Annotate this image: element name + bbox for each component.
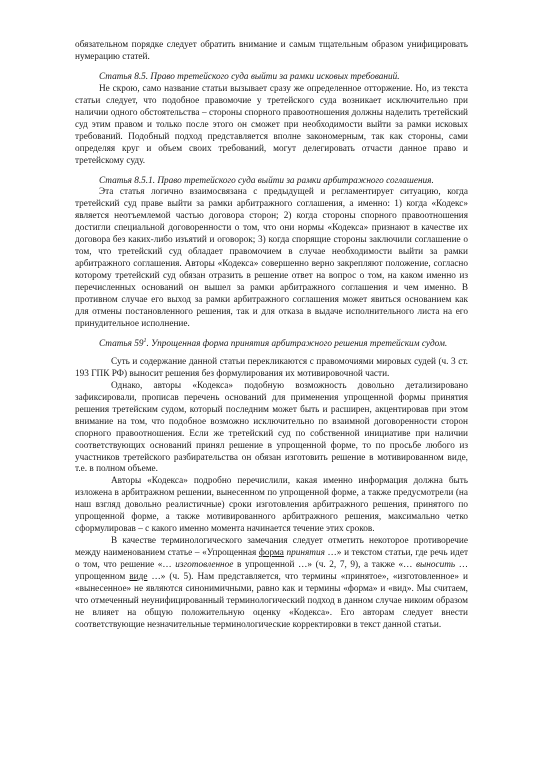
p4-text-4: … упрощенном <box>75 560 468 583</box>
article-8-5-1-heading: Статья 8.5.1. Право третейского суда выйти за рамки арбитражного соглашения. <box>99 175 434 186</box>
p4-italic-izgotovlennoe: изготовленное <box>175 560 234 571</box>
article-59-1-heading <box>75 339 468 351</box>
article-59-1-heading-suffix: . Упрощенная форма принятия арбитражного решения третейским судом. <box>146 338 448 349</box>
p4-text-3: в упрощенной …» (ч. 2, 7, 9), а также «… <box>233 560 416 571</box>
article-59-1-paragraph-1: Суть и содержание данной статьи перекликаются с правомочиями мировых судей (ч. 3 ст. 193 ГПК РФ) выносит решения без формулирования их мотивировочной части. <box>75 356 468 379</box>
article-59-1-paragraph-3: Авторы «Кодекса» подробно перечислили, какая именно информация должна быть изложена в арбитражном решении, вынесенном по упрощенной форме, а также предусмотрели (на наш взгляд довольно реалистичные) сроки изготовления арбитражного решения, принятого по упрощенной форме, а также мотивированного арбитражного решения, максимально четко сформулировав – с какого именно момента начинается течение этих сроков. <box>75 476 468 535</box>
p4-text-2: …» и текстом статьи, где речь идет о том, что решение «… <box>75 548 468 571</box>
article-59-1-paragraph-2: Однако, авторы «Кодекса» подобную возможность довольно детализировано зафиксировали, прописав перечень оснований для применения упрощенной формы принятия решения третейским судом, который последним может быть и расширен, акцентировав при этом внимание на том, что подобное возможно исключительно по взаимной договоренности сторон спорного правоотношения. Если же третейский суд по собственной инициативе при наличии соответствующих оснований принял решение в упрощенной форме, то по просьбе любого из участников третейского разбирательства он обязан изготовить решение в мотивированном виде, т.е. в полном объеме. <box>75 380 468 475</box>
article-59-1-heading-prefix: Статья 59 <box>99 338 144 349</box>
article-8-5-heading: Статья 8.5. Право третейского суда выйти за рамки исковых требований. <box>99 71 400 82</box>
article-8-5-body: Не скрою, само название статьи вызывает сразу же определенное отторжение. Но, из текста статьи следует, что подобное правомочие у третейского суда возникает исключительно при наличии одного обстоятельства – стороны спорного правоотношения должны наделить третейский суд этим правом и только после этого он сможет при необходимости выйти за рамки исковых требований. Подобный подход представляется вполне закономерным, так как стороны, сами определяя круг и объем своих требований, могут делегировать отчасти данное право и третейскому суду. <box>75 83 468 166</box>
article-59-1-paragraph-4 <box>75 536 468 632</box>
p4-text-5: …» (ч. 5). Нам представляется, что термины «принятое», «изготовленное» и «вынесенное» не являются синонимичными, равно как и термины «форма» и «вид». Мы считаем, что отмеченный неунифицированный терминологический подход в данном случае никоим образом не влияет на общую положительную оценку «Кодекса». Его авторам следует внести соответствующие незначительные терминологические корректировки в текст данной статьи. <box>75 572 468 630</box>
p4-underline-vide: виде <box>129 572 148 583</box>
p4-italic-vynosit: выносить <box>416 560 456 571</box>
intro-paragraph: обязательном порядке следует обратить внимание и самым тщательным образом унифицировать нумерацию статей. <box>75 40 468 62</box>
p4-underline-forma: форма <box>258 548 284 559</box>
document-page <box>75 40 468 632</box>
article-8-5-1-body: Эта статья логично взаимосвязана с предыдущей и регламентирует ситуацию, когда третейский суд праве выйти за рамки арбитражного соглашения, а именно: 1) когда «Кодекс» является неотъемлемой частью договора сторон; 2) когда стороны спорного правоотношения достигли специальной договоренности о том, что они нормы «Кодекса» признают в качестве их договора без каких-либо изъятий и оговорок; 3) когда спорящие стороны заключили соглашение о том, что третейский суд обладает правомочием в случае необходимости выйти за рамки арбитражного соглашения. Авторы «Кодекса» совершенно верно закрепляют положение, согласно которому третейский суд обязан отразить в решение ответ на вопрос о том, на каком именно из перечисленных оснований он вышел за рамки арбитражного соглашения и чем именно. В противном случае его выход за рамки арбитражного соглашения может явиться основанием как для отмены постановленного решения, так и для отказа в выдаче исполнительного листа на его принудительное исполнение. <box>75 187 468 329</box>
article-59-1-heading-sup: 1 <box>143 337 147 344</box>
p4-italic-prinyatiya: принятия <box>283 548 325 559</box>
p4-text-1: В качестве терминологического замечания следует отметить некоторое противоречие между наименованием статье – «Упрощенная <box>75 536 468 559</box>
